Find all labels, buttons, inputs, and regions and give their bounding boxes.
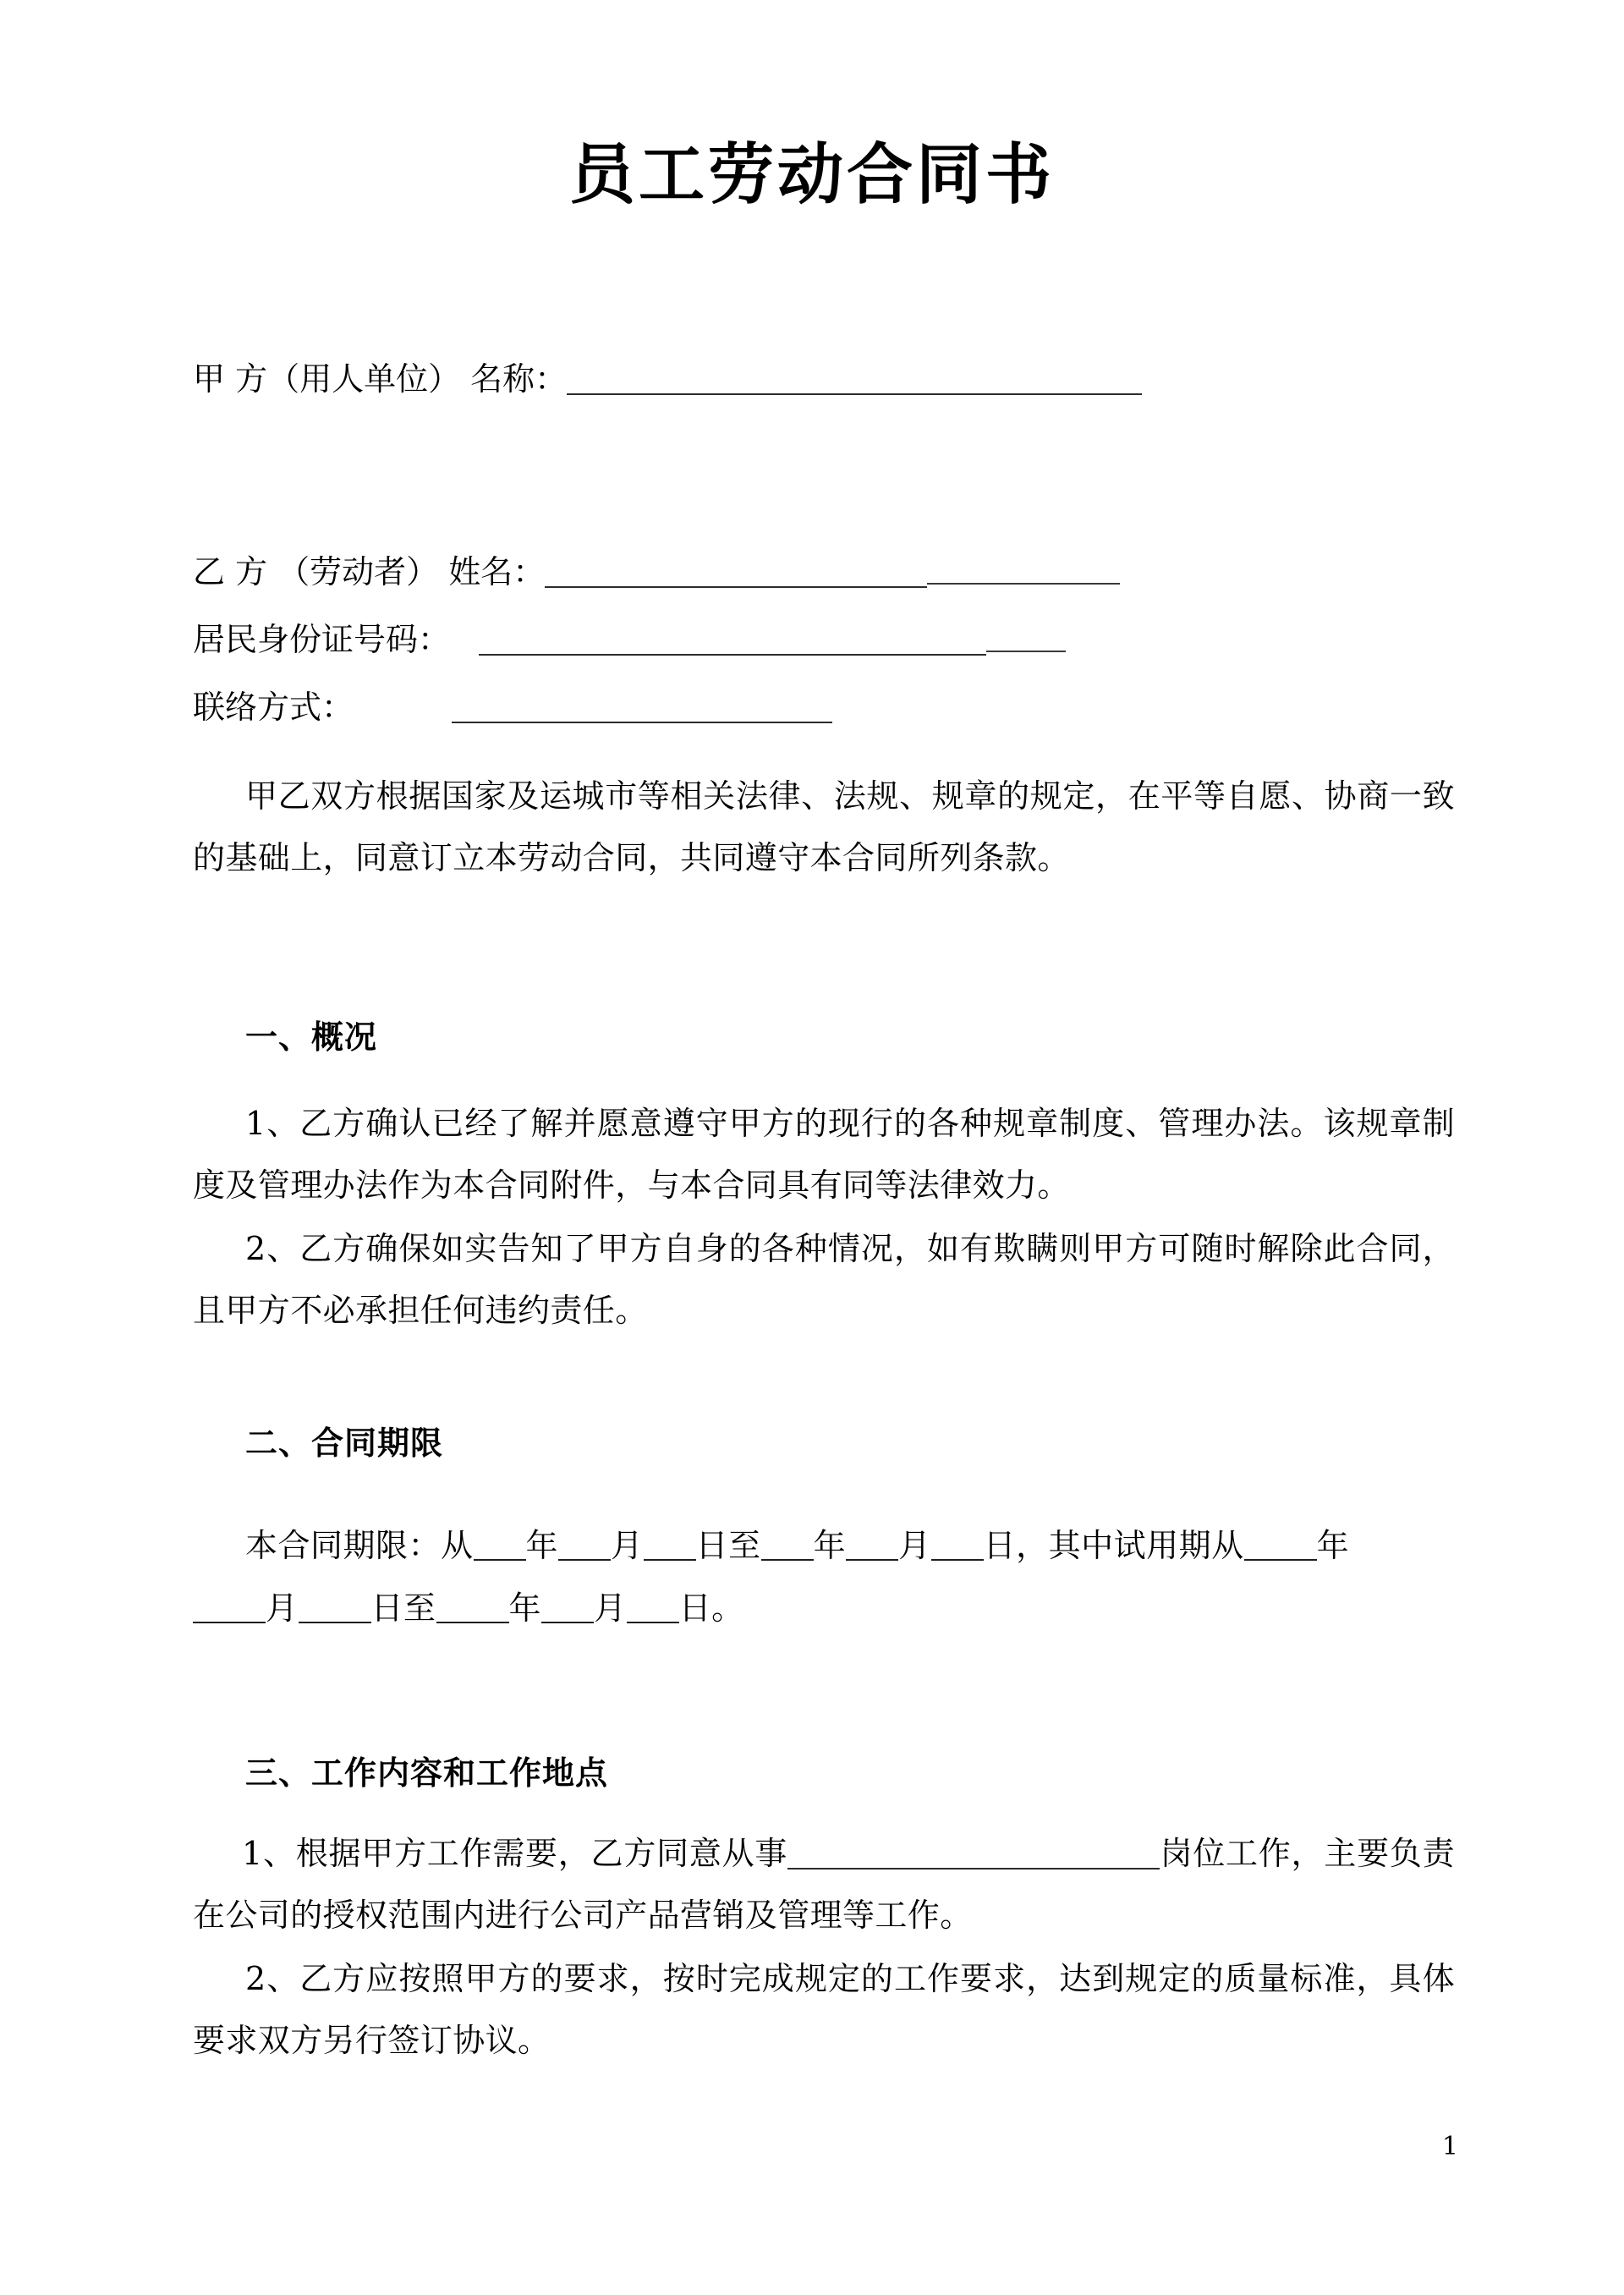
section-job-item-2: 2、乙方应按照甲方的要求，按时完成规定的工作要求，达到规定的质量标准，具体要求双方另行签订协议。: [193, 1960, 1455, 2059]
contract-term-period: 。: [711, 1589, 744, 1627]
end-day-blank[interactable]: [931, 1540, 984, 1561]
party-a-label: 甲 方（用人单位） 名称：: [193, 360, 568, 398]
section-overview-item-2: 2、乙方确保如实告知了甲方自身的各种情况，如有欺瞒则甲方可随时解除此合同，且甲方不必承担任何违约责任。: [193, 1230, 1455, 1329]
contract-term-line-1: [245, 1514, 1455, 1577]
probation-start-year-blank[interactable]: [1244, 1540, 1317, 1561]
party-a-name-blank[interactable]: [567, 371, 1142, 395]
start-month-unit: 月: [611, 1527, 644, 1564]
end-year-blank[interactable]: [761, 1540, 814, 1561]
id-number-field-row: [193, 613, 1453, 666]
probation-end-day-blank[interactable]: [627, 1603, 679, 1623]
contact-field-row: [193, 681, 1453, 733]
party-b-name-blank-extra[interactable]: [927, 561, 1120, 585]
contact-label: 联络方式：: [193, 689, 354, 726]
probation-end-year-unit: 年: [508, 1589, 542, 1627]
contract-term-line-2: [193, 1577, 1453, 1639]
probation-end-month-unit: 月: [594, 1589, 627, 1627]
probation-start-day-blank[interactable]: [299, 1603, 371, 1623]
probation-start-month-unit: 月: [266, 1589, 299, 1627]
start-year-blank[interactable]: [474, 1540, 526, 1561]
page-title: 员工劳动合同书: [568, 136, 1055, 213]
probation-end-day-unit: 日: [678, 1589, 712, 1627]
probation-to-label: 至: [403, 1589, 436, 1627]
party-b-name-blank[interactable]: [545, 564, 927, 588]
probation-end-month-blank[interactable]: [541, 1603, 594, 1623]
end-month-unit: 月: [898, 1527, 931, 1564]
preamble-paragraph: 甲乙双方根据国家及运城市等相关法律、法规、规章的规定，在平等自愿、协商一致的基础上，同意订立本劳动合同，共同遵守本合同所列条款。: [193, 777, 1455, 876]
term-to-label: 至: [728, 1527, 761, 1564]
party-a-field-row: [193, 353, 1453, 405]
section-heading-job-content: 三、工作内容和工作地点: [245, 1754, 609, 1792]
end-month-blank[interactable]: [846, 1540, 898, 1561]
probation-prefix: ，其中试用期从: [1016, 1527, 1244, 1564]
end-day-unit: 日: [983, 1527, 1017, 1564]
section-overview-item-1: 1、乙方确认已经了解并愿意遵守甲方的现行的各种规章制度、管理办法。该规章制度及管理办法作为本合同附件，与本合同具有同等法律效力。: [193, 1105, 1455, 1204]
job-item-1-before: 1、根据甲方工作需要，乙方同意从事: [242, 1835, 788, 1872]
start-day-blank[interactable]: [644, 1540, 696, 1561]
start-year-unit: 年: [525, 1527, 559, 1564]
end-year-unit: 年: [813, 1527, 847, 1564]
probation-end-year-blank[interactable]: [436, 1603, 509, 1623]
page-number: 1: [1441, 2132, 1458, 2161]
id-number-label: 居民身份证号码：: [193, 621, 451, 658]
start-day-unit: 日: [695, 1527, 729, 1564]
id-number-blank-extra[interactable]: [986, 629, 1066, 652]
probation-start-year-unit: 年: [1316, 1527, 1350, 1564]
contact-blank[interactable]: [452, 700, 832, 723]
party-b-field-row: [193, 546, 1453, 598]
id-number-blank[interactable]: [479, 632, 986, 656]
probation-start-day-unit: 日: [370, 1589, 404, 1627]
section-heading-overview: 一、概况: [245, 1018, 378, 1056]
probation-start-month-blank[interactable]: [193, 1603, 266, 1623]
section-heading-contract-term: 二、合同期限: [245, 1424, 444, 1462]
job-position-blank[interactable]: [787, 1846, 1160, 1869]
contract-term-prefix: 本合同期限：从: [245, 1527, 474, 1564]
party-b-label: 乙 方 （劳动者） 姓名：: [193, 553, 546, 590]
job-item-1-after: 岗位工作，主要负责在公司的授权范围内进行公司产品营销及管理等工作。: [193, 1835, 1455, 1934]
section-job-item-1: [193, 1823, 1455, 1946]
start-month-blank[interactable]: [558, 1540, 611, 1561]
